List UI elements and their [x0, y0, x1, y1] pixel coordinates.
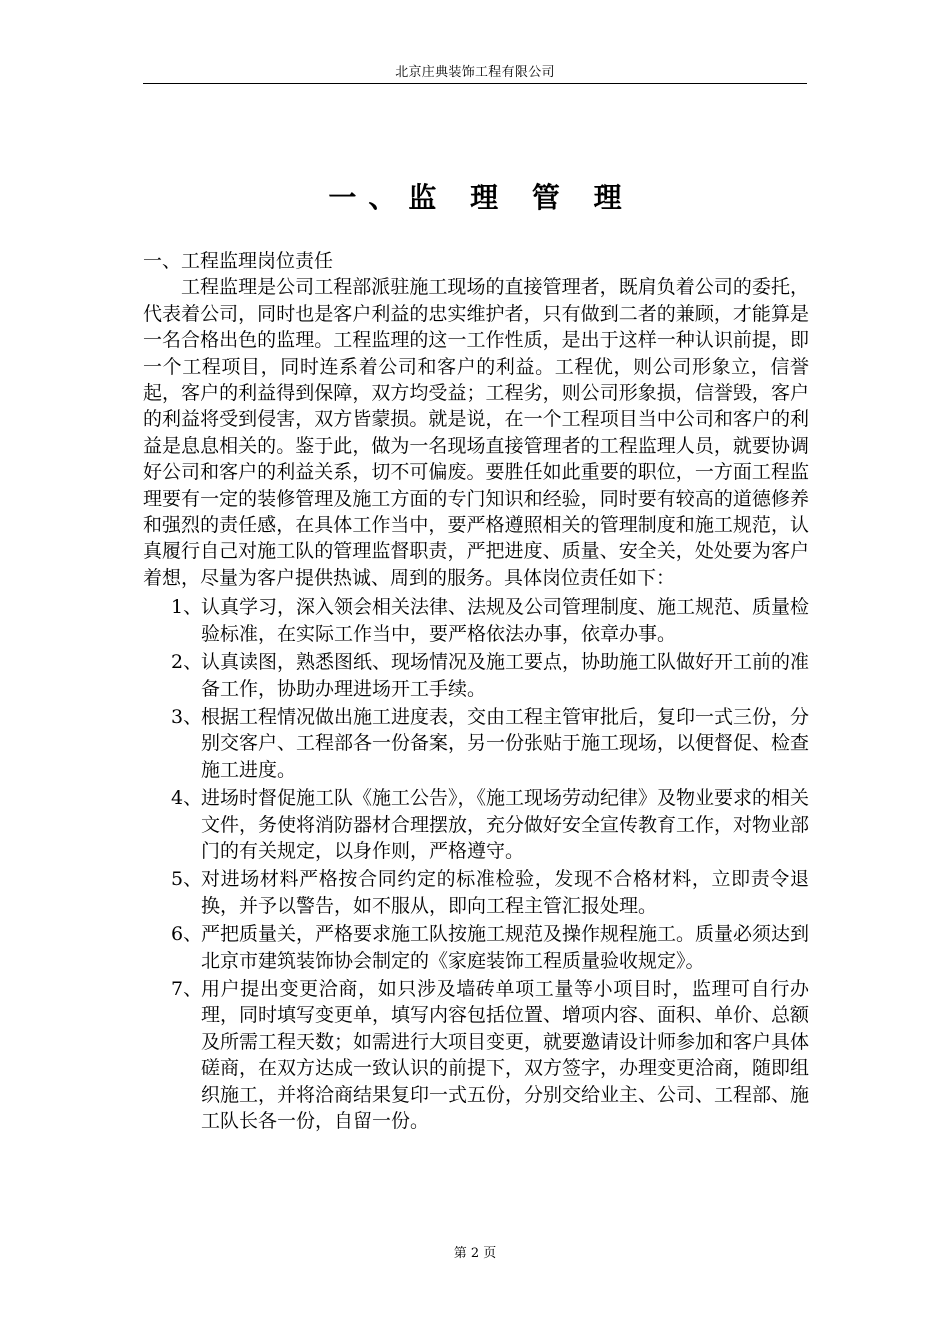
list-item	[143, 866, 809, 919]
intro-paragraph: 工程监理是公司工程部派驻施工现场的直接管理者，既肩负着公司的委托，代表着公司，同时也是客户利益的忠实维护者，只有做到二者的兼顾，才能算是一名合格出色的监理。工程监理的这一工作性质，是出于这样一种认识前提，即一个工程项目，同时连系着公司和客户的利益。工程优，则公司形象立，信誉起，客户的利益得到保障，双方均受益；工程劣，则公司形象损，信誉毁，客户的利益将受到侵害，双方皆蒙损。就是说，在一个工程项目当中公司和客户的利益是息息相关的。鉴于此，做为一名现场直接管理者的工程监理人员，就要协调好公司和客户的利益关系，切不可偏废。要胜任如此重要的职位，一方面工程监理要有一定的装修管理及施工方面的专门知识和经验，同时要有较高的道德修养和强烈的责任感，在具体工作当中，要严格遵照相关的管理制度和施工规范，认真履行自己对施工队的管理监督职责，严把进度、质量、安全关，处处要为客户着想，尽量为客户提供热诚、周到的服务。具体岗位责任如下：	[143, 276, 809, 589]
list-item	[143, 976, 809, 1134]
list-item	[143, 594, 809, 647]
document-body	[143, 248, 809, 1136]
page-title: 一、监 理 管 理	[328, 181, 634, 214]
list-item-text: 认真学习，深入领会相关法律、法规及公司管理制度、施工规范、质量检验标准，在实际工作当中，要严格依法办事，依章办事。	[201, 596, 810, 645]
duty-list	[143, 594, 809, 1134]
list-item-number: 4、	[171, 787, 203, 810]
list-item-number: 1、	[171, 596, 203, 619]
list-item-number: 3、	[171, 705, 203, 728]
list-item	[143, 785, 809, 864]
list-item-number: 6、	[171, 923, 203, 946]
list-item-text: 用户提出变更洽商，如只涉及墙砖单项工量等小项目时，监理可自行办理，同时填写变更单，填写内容包括位置、增项内容、面积、单价、总额及所需工程天数；如需进行大项目变更，就要邀请设计师参加和客户具体磋商，在双方达成一致认识的前提下，双方签字，办理变更洽商，随即组织施工，并将洽商结果复印一式五份，分别交给业主、公司、工程部、施工队长各一份，自留一份。	[201, 977, 810, 1132]
list-item-text: 严把质量关，严格要求施工队按施工规范及操作规程施工。质量必须达到北京市建筑装饰协会制定的《家庭装饰工程质量验收规定》。	[201, 923, 810, 972]
list-item-text: 认真读图，熟悉图纸、现场情况及施工要点，协助施工队做好开工前的准备工作，协助办理进场开工手续。	[201, 651, 810, 700]
header-divider	[143, 83, 807, 84]
page-header-company: 北京庄典装饰工程有限公司	[395, 65, 555, 80]
list-item-text: 根据工程情况做出施工进度表，交由工程主管审批后，复印一式三份，分别交客户、工程部各一份备案，另一份张贴于施工现场，以便督促、检查施工进度。	[201, 705, 810, 781]
list-item	[143, 704, 809, 783]
list-item	[143, 921, 809, 974]
section-heading: 一、工程监理岗位责任	[143, 250, 334, 272]
list-item-number: 2、	[171, 651, 203, 674]
list-item-text: 对进场材料严格按合同约定的标准检验，发现不合格材料，立即责令退换，并予以警告，如不服从，即向工程主管汇报处理。	[201, 868, 809, 917]
page-number: 第 2 页	[453, 1246, 497, 1261]
list-item-text: 进场时督促施工队《施工公告》，《施工现场劳动纪律》及物业要求的相关文件，务使将消防器材合理摆放，充分做好安全宣传教育工作，对物业部门的有关规定，以身作则，严格遵守。	[201, 787, 810, 862]
list-item	[143, 649, 809, 702]
list-item-number: 7、	[171, 977, 203, 1000]
list-item-number: 5、	[171, 868, 203, 891]
